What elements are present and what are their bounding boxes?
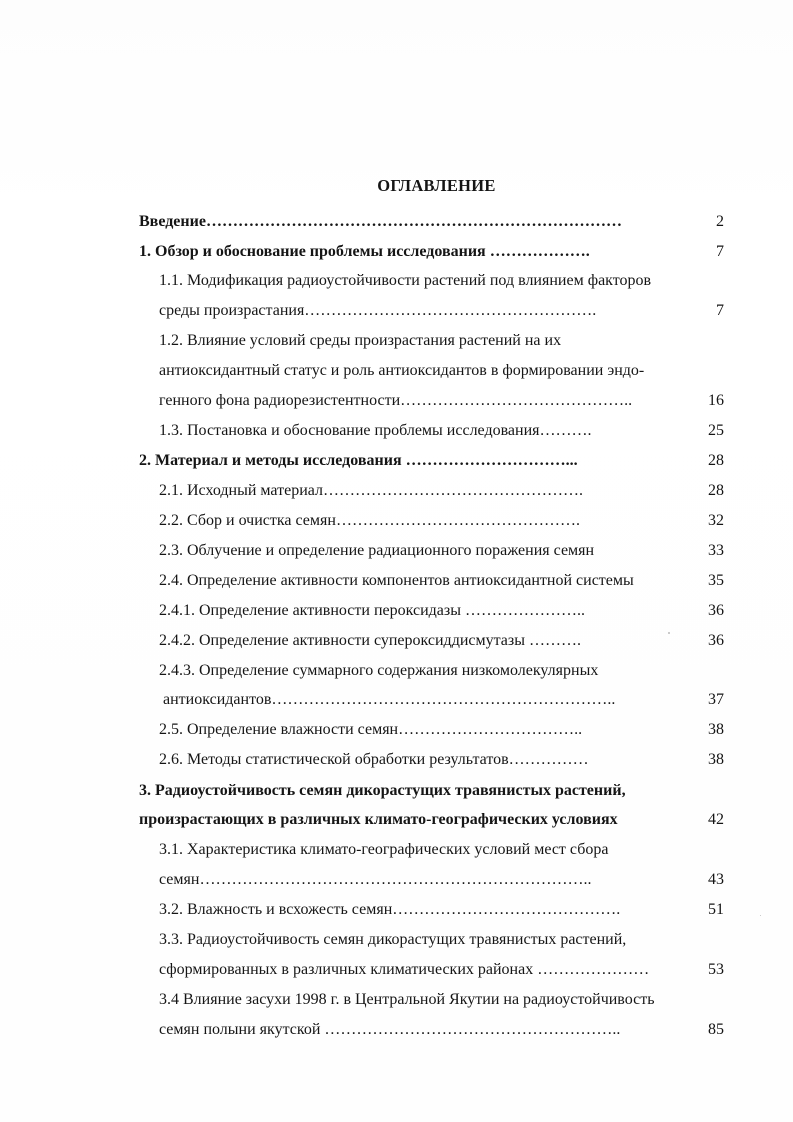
toc-page-number: 7 [716, 243, 724, 260]
scan-speck [760, 915, 761, 916]
toc-page-number: 16 [708, 392, 724, 409]
toc-entry-chapter-1[interactable]: 1. Обзор и обоснование проблемы исследования ………………. [139, 243, 590, 260]
toc-entry-section-1-2-cont[interactable]: антиоксидантный статус и роль антиоксидантов в формировании эндо- [159, 362, 645, 379]
toc-title: ОГЛАВЛЕНИЕ [377, 176, 496, 195]
toc-page-number: 32 [708, 512, 724, 529]
toc-entry-section-3-3-cont[interactable]: сформированных в различных климатических районах ………………… [159, 961, 650, 978]
toc-page-number: 2 [716, 213, 724, 230]
toc-entry-section-2-4-1[interactable]: 2.4.1. Определение активности пероксидазы ………………….. [159, 602, 585, 619]
toc-entry-section-2-3[interactable]: 2.3. Облучение и определение радиационного поражения семян [159, 542, 595, 559]
toc-page-number: 36 [708, 632, 724, 649]
toc-entry-section-1-2[interactable]: 1.2. Влияние условий среды произрастания растений на их [159, 332, 562, 349]
toc-entry-chapter-3[interactable]: 3. Радиоустойчивость семян дикорастущих травянистых растений, [139, 782, 626, 799]
toc-entry-section-2-1[interactable]: 2.1. Исходный материал…………………………………………. [159, 482, 583, 499]
toc-page-number: 37 [708, 691, 724, 708]
toc-entry-section-1-3[interactable]: 1.3. Постановка и обоснование проблемы исследования………. [159, 422, 592, 439]
toc-entry-section-3-2[interactable]: 3.2. Влажность и всхожесть семян……………………………………. [159, 901, 621, 918]
toc-page-number: 36 [708, 602, 724, 619]
toc-page-number: 42 [708, 811, 724, 828]
toc-page-number: 53 [708, 961, 724, 978]
toc-entry-section-1-1[interactable]: 1.1. Модификация радиоустойчивости растений под влиянием факторов [159, 272, 652, 289]
toc-entry-section-3-3[interactable]: 3.3. Радиоустойчивость семян дикорастущих травянистых растений, [159, 931, 627, 948]
toc-page-number: 28 [708, 482, 724, 499]
toc-entry-section-2-4-2[interactable]: 2.4.2. Определение активности супероксиддисмутазы ………. [159, 632, 581, 649]
toc-page-number: 25 [708, 422, 724, 439]
toc-entry-section-3-4[interactable]: 3.4 Влияние засухи 1998 г. в Центральной Якутии на радиоустойчивость [159, 991, 655, 1008]
toc-entry-section-3-4-cont[interactable]: семян полыни якутской ……………………………………………….. [159, 1021, 621, 1038]
toc-entry-section-2-6[interactable]: 2.6. Методы статистической обработки результатов…………… [159, 751, 589, 768]
toc-page-number: 33 [708, 542, 724, 559]
toc-entry-chapter-2[interactable]: 2. Материал и методы исследования …………………………... [139, 452, 578, 469]
toc-page-number: 28 [708, 452, 724, 469]
toc-page-number: 35 [708, 572, 724, 589]
toc-page-number: 85 [708, 1021, 724, 1038]
toc-entry-section-2-5[interactable]: 2.5. Определение влажности семян…………………………….. [159, 721, 583, 738]
toc-entry-section-1-1-cont[interactable]: среды произрастания………………………………………………. [159, 302, 597, 319]
toc-entry-chapter-3-cont[interactable]: произрастающих в различных климато-географических условиях [139, 811, 618, 828]
toc-entry-section-2-4-3[interactable]: 2.4.3. Определение суммарного содержания низкомолекулярных [159, 662, 599, 679]
scan-speck [668, 632, 670, 634]
toc-entry-section-1-2-cont[interactable]: генного фона радиорезистентности…………………………………….. [159, 392, 633, 409]
toc-page-number: 51 [708, 901, 724, 918]
toc-page-number: 43 [708, 871, 724, 888]
toc-page-number: 38 [708, 721, 724, 738]
toc-page-number: 7 [716, 302, 724, 319]
toc-entry-section-3-1[interactable]: 3.1. Характеристика климато-географических условий мест сбора [159, 841, 609, 858]
toc-entry-section-2-4[interactable]: 2.4. Определение активности компонентов антиоксидантной системы [159, 572, 634, 589]
toc-page-number: 38 [708, 751, 724, 768]
toc-entry-section-3-1-cont[interactable]: семян……………………………………………………………….. [159, 871, 592, 888]
toc-entry-introduction[interactable]: Введение…………………………………………………………………… [139, 213, 622, 230]
toc-entry-section-2-4-3-cont[interactable]: антиоксидантов……………………………………………………….. [163, 691, 616, 708]
toc-entry-section-2-2[interactable]: 2.2. Сбор и очистка семян………………………………………. [159, 512, 580, 529]
